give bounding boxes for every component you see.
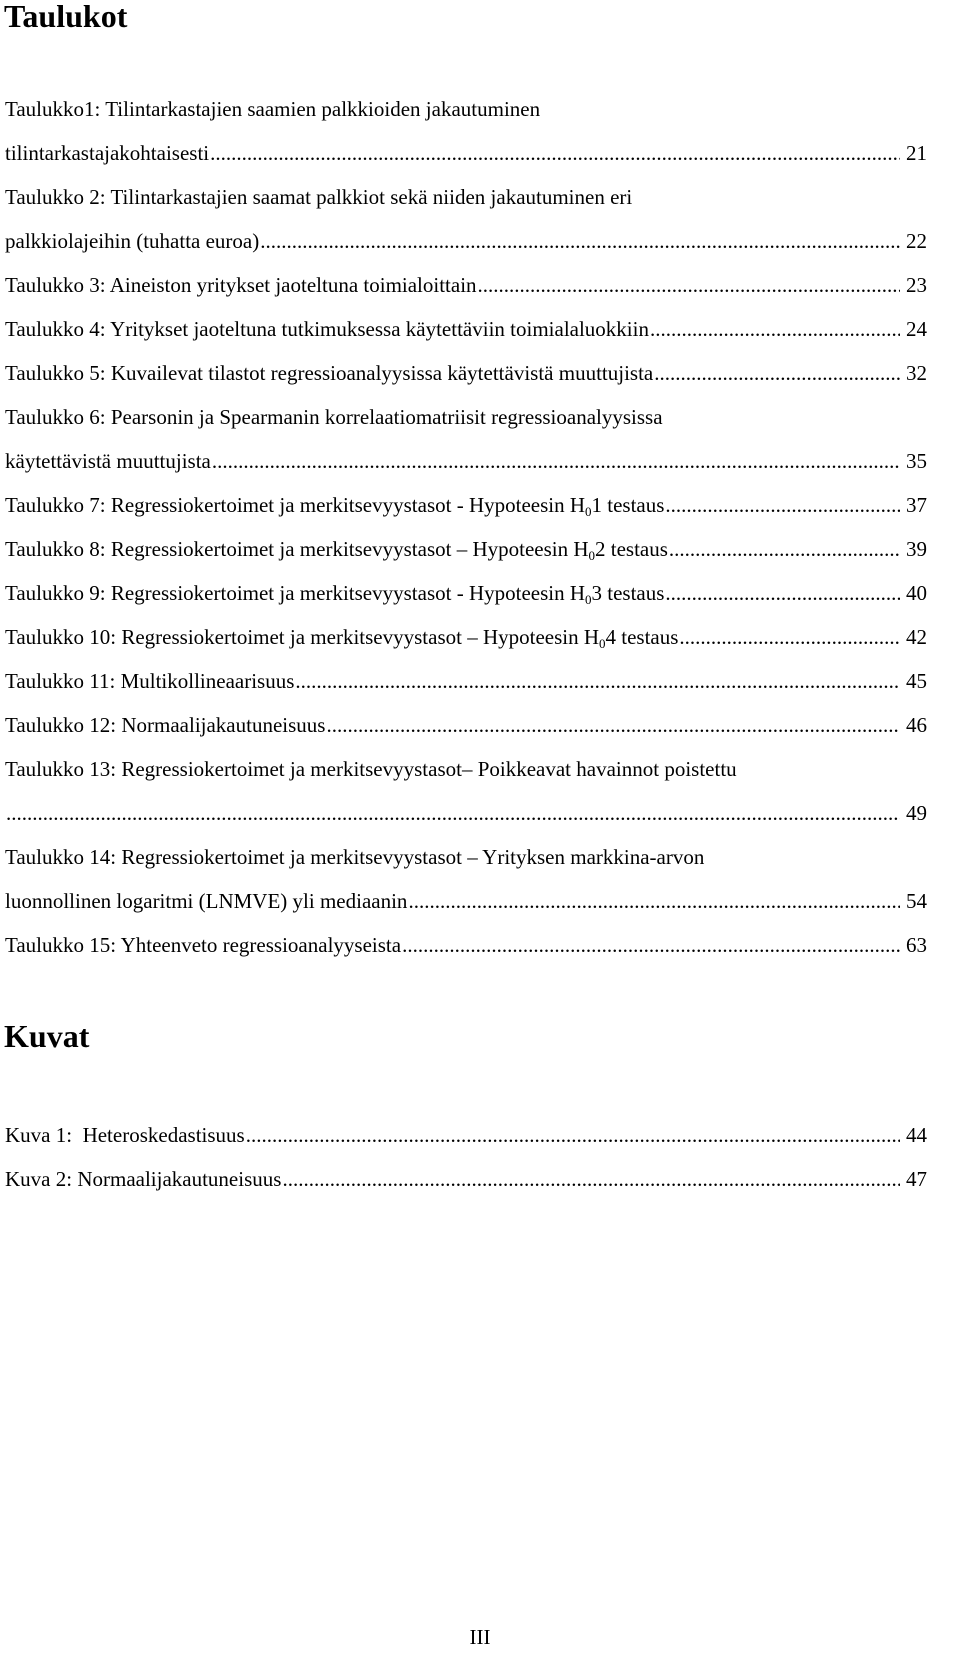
table-list-item[interactable] (5, 570, 927, 614)
toc-entry-page: 45 (906, 669, 927, 693)
dot-leader (650, 306, 900, 352)
toc-entry-title: Kuva 1: Heteroskedastisuus (5, 1123, 245, 1147)
dot-leader (295, 658, 900, 704)
toc-entry-title-part: 1 testaus (591, 493, 665, 517)
toc-entry-title (5, 614, 678, 663)
toc-entry-title-part: Taulukko 10: Regressiokertoimet ja merkitsevyystasot – Hypoteesin H (5, 625, 600, 649)
dot-leader (6, 790, 900, 836)
toc-entry-line (5, 570, 927, 614)
table-list-item[interactable] (5, 746, 927, 834)
toc-entry-title-line: Taulukko 2: Tilintarkastajien saamat palkkiot sekä niiden jakautuminen eri (5, 185, 633, 209)
toc-entry-title-part: 4 testaus (605, 625, 679, 649)
dot-leader (246, 1112, 900, 1158)
toc-entry-page: 63 (906, 933, 927, 957)
figures-section-title: Kuvat (4, 1018, 90, 1054)
toc-entry-line (5, 438, 927, 482)
dot-leader (212, 438, 900, 484)
subscript: 0 (599, 636, 606, 651)
toc-entry-line (5, 658, 927, 702)
toc-entry-title: palkkiolajeihin (tuhatta euroa) (5, 229, 260, 253)
toc-entry-page: 54 (906, 889, 927, 913)
toc-entry-title-part: 2 testaus (595, 537, 668, 561)
table-list-item[interactable] (5, 174, 927, 262)
table-list-item[interactable] (5, 526, 927, 570)
dot-leader (408, 878, 900, 924)
subscript: 0 (585, 592, 592, 607)
table-list-item[interactable] (5, 922, 927, 966)
toc-entry-title: Kuva 2: Normaalijakautuneisuus (5, 1167, 282, 1191)
toc-entry-line (5, 526, 927, 570)
toc-entry-page: 49 (906, 801, 927, 825)
dot-leader (402, 922, 900, 968)
dot-leader (210, 130, 900, 176)
toc-entry-page: 24 (906, 317, 927, 341)
toc-entry-page: 22 (906, 229, 927, 253)
toc-entry-page: 44 (906, 1123, 927, 1147)
toc-entry-line (5, 1156, 927, 1200)
toc-entry-line (5, 614, 927, 658)
toc-entry-title: Taulukko 15: Yhteenveto regressioanalyyseista (5, 933, 402, 957)
toc-entry-title-line: Taulukko1: Tilintarkastajien saamien palkkioiden jakautuminen (5, 97, 541, 121)
dot-leader (282, 1156, 900, 1202)
toc-entry-title: tilintarkastajakohtaisesti (5, 141, 210, 165)
toc-entry-title-line: Taulukko 13: Regressiokertoimet ja merkitsevyystasot– Poikkeavat havainnot poistettu (5, 757, 737, 781)
toc-entry-title: Taulukko 5: Kuvailevat tilastot regressioanalyysissa käytettävistä muuttujista (5, 361, 654, 385)
tables-section-title: Taulukot (4, 0, 128, 34)
toc-entry-page: 47 (906, 1167, 927, 1191)
toc-entry-title: Taulukko 3: Aineiston yritykset jaoteltuna toimialoittain (5, 273, 477, 297)
toc-entry-line (5, 262, 927, 306)
figure-list-item[interactable] (5, 1112, 927, 1156)
toc-entry-title-part: Taulukko 7: Regressiokertoimet ja merkitsevyystasot - Hypoteesin H (5, 493, 586, 517)
toc-entry-page: 40 (906, 581, 927, 605)
toc-entry-title: Taulukko 11: Multikollineaarisuus (5, 669, 295, 693)
toc-entry-line (5, 218, 927, 262)
toc-entry-title-line: Taulukko 14: Regressiokertoimet ja merkitsevyystasot – Yrityksen markkina-arvon (5, 845, 705, 869)
toc-entry-line (5, 482, 927, 526)
table-list-item[interactable] (5, 350, 927, 394)
list-of-tables (5, 86, 927, 966)
toc-entry-title-line: Taulukko 6: Pearsonin ja Spearmanin korrelaatiomatriisit regressioanalyysissa (5, 405, 663, 429)
toc-entry-line (5, 922, 927, 966)
table-list-item[interactable] (5, 86, 927, 174)
toc-entry-page: 23 (906, 273, 927, 297)
table-list-item[interactable] (5, 658, 927, 702)
dot-leader (478, 262, 900, 308)
table-list-item[interactable] (5, 262, 927, 306)
toc-entry-title-part: Taulukko 8: Regressiokertoimet ja merkitsevyystasot – Hypoteesin H (5, 537, 589, 561)
toc-entry-page: 39 (906, 537, 927, 561)
dot-leader (654, 350, 900, 396)
table-list-item[interactable] (5, 834, 927, 922)
toc-entry-title: Taulukko 12: Normaalijakautuneisuus (5, 713, 326, 737)
toc-entry-title-part: 3 testaus (591, 581, 665, 605)
dot-leader (260, 218, 900, 264)
figure-list-item[interactable] (5, 1156, 927, 1200)
toc-entry-title-part: Taulukko 9: Regressiokertoimet ja merkitsevyystasot - Hypoteesin H (5, 581, 586, 605)
table-list-item[interactable] (5, 394, 927, 482)
toc-entry-line (5, 790, 927, 834)
table-list-item[interactable] (5, 306, 927, 350)
toc-entry-title: Taulukko 4: Yritykset jaoteltuna tutkimuksessa käytettäviin toimialaluokkiin (5, 317, 649, 341)
toc-entry-line (5, 350, 927, 394)
toc-entry-page: 42 (906, 625, 927, 649)
toc-entry-line (5, 130, 927, 174)
toc-entry-title (5, 570, 664, 619)
toc-entry-line (5, 1112, 927, 1156)
subscript: 0 (585, 504, 592, 519)
toc-entry-page: 35 (906, 449, 927, 473)
toc-entry-page: 21 (906, 141, 927, 165)
dot-leader (679, 614, 900, 660)
toc-entry-line (5, 306, 927, 350)
dot-leader (669, 526, 900, 572)
toc-entry-title: käytettävistä muuttujista (5, 449, 211, 473)
toc-entry-title: luonnollinen logaritmi (LNMVE) yli mediaanin (5, 889, 408, 913)
dot-leader (665, 482, 900, 528)
dot-leader (326, 702, 900, 748)
list-of-figures (5, 1112, 927, 1200)
toc-entry-line (5, 878, 927, 922)
toc-entry-page: 37 (906, 493, 927, 517)
table-list-item[interactable] (5, 482, 927, 526)
table-list-item[interactable] (5, 614, 927, 658)
table-list-item[interactable] (5, 702, 927, 746)
dot-leader (665, 570, 900, 616)
toc-entry-line (5, 702, 927, 746)
subscript: 0 (588, 548, 596, 563)
toc-entry-page: 32 (906, 361, 927, 385)
toc-entry-page: 46 (906, 713, 927, 737)
toc-entry-title (5, 482, 664, 531)
toc-entry-title (5, 526, 668, 575)
page-number: III (469, 1625, 491, 1649)
